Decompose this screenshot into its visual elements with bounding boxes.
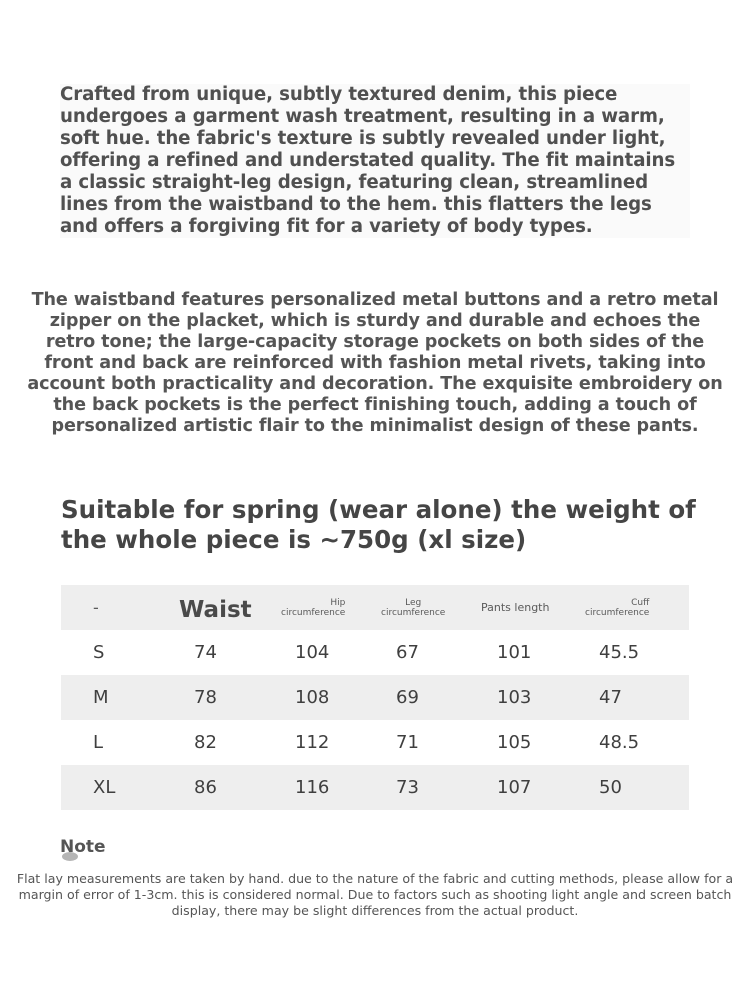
cell-waist: 78	[194, 687, 217, 708]
header-leg	[381, 585, 445, 630]
cell-hip: 104	[295, 642, 330, 663]
cell-waist: 86	[194, 777, 217, 798]
description-paragraph-details: The waistband features personalized metal buttons and a retro metal zipper on the placket, which is sturdy and durable and echoes the retro tone; the large-capacity storage pockets on both sides of the front and back are reinforced with fashion metal rivets, taking into account both practicality and decoration. The exquisite embroidery on the back pockets is the perfect finishing touch, adding a touch of personalized artistic flair to the minimalist design of these pants.	[27, 290, 723, 436]
size-table-header	[61, 585, 689, 630]
cell-size: S	[93, 642, 105, 663]
header-hip	[281, 585, 345, 630]
cell-hip: 112	[295, 732, 330, 753]
header-size: -	[93, 598, 99, 617]
size-table	[61, 585, 689, 810]
cell-waist: 82	[194, 732, 217, 753]
cell-cuff: 45.5	[599, 642, 640, 663]
cell-length: 105	[497, 732, 532, 753]
cell-waist: 74	[194, 642, 217, 663]
cell-size: XL	[93, 777, 116, 798]
header-hip-line2: circumference	[281, 607, 346, 618]
cell-size: L	[93, 732, 104, 753]
note-title: Note	[60, 837, 106, 857]
cell-cuff: 47	[599, 687, 622, 708]
header-cuff-line2: circumference	[585, 607, 650, 618]
cell-length: 101	[497, 642, 532, 663]
cell-length: 107	[497, 777, 532, 798]
table-row	[61, 720, 689, 765]
cell-length: 103	[497, 687, 532, 708]
table-row	[61, 630, 689, 675]
cell-hip: 116	[295, 777, 330, 798]
cell-leg: 67	[396, 642, 419, 663]
header-waist: Waist	[179, 596, 252, 623]
weight-heading: Suitable for spring (wear alone) the weight of the whole piece is ~750g (xl size)	[61, 495, 696, 554]
description-paragraph-fabric: Crafted from unique, subtly textured denim, this piece undergoes a garment wash treatment, resulting in a warm, soft hue. the fabric's texture is subtly revealed under light, offering a refined and understated quality. The fit maintains a classic straight-leg design, featuring clean, streamlined lines from the waistband to the hem. this flatters the legs and offers a forgiving fit for a variety of body types.	[60, 84, 690, 238]
header-leg-line1: Leg	[405, 597, 422, 608]
cell-cuff: 48.5	[599, 732, 640, 753]
note-text: Flat lay measurements are taken by hand. due to the nature of the fabric and cutting methods, please allow for a margin of error of 1-3cm. this is considered normal. Due to factors such as shooting light angle and screen batch display, there may be slight differences from the actual product.	[16, 871, 734, 918]
header-cuff-line1: Cuff	[631, 597, 650, 608]
cell-cuff: 50	[599, 777, 622, 798]
table-row	[61, 765, 689, 810]
header-cuff	[585, 585, 649, 630]
header-leg-line2: circumference	[381, 607, 446, 618]
header-pants-length: Pants length	[481, 601, 550, 614]
cell-leg: 71	[396, 732, 419, 753]
cell-hip: 108	[295, 687, 330, 708]
cell-leg: 73	[396, 777, 419, 798]
cell-size: M	[93, 687, 109, 708]
cell-leg: 69	[396, 687, 419, 708]
table-row	[61, 675, 689, 720]
header-hip-line1: Hip	[330, 597, 346, 608]
